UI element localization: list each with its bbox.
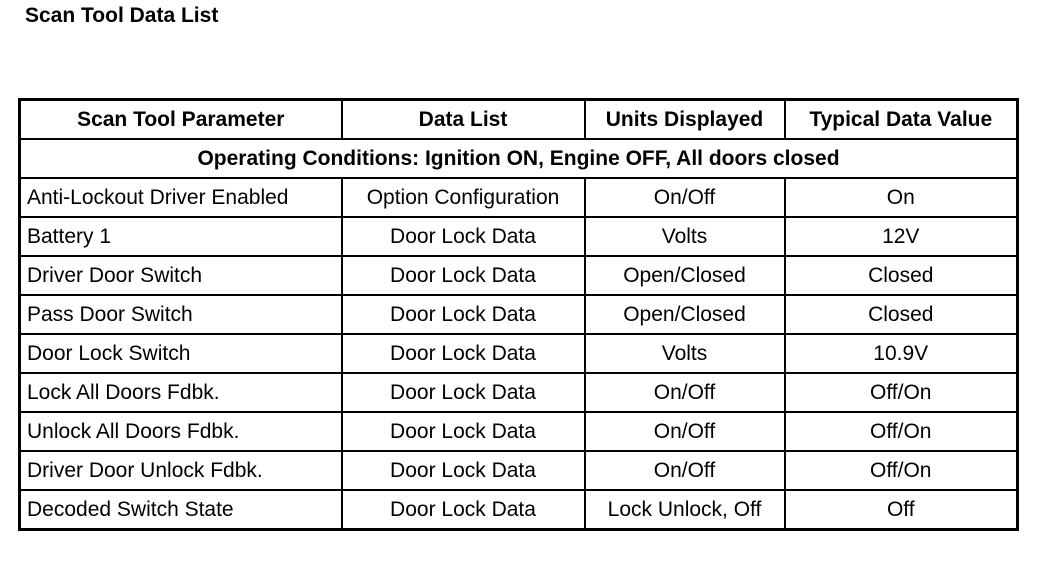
scan-tool-data-table bbox=[18, 98, 1019, 531]
table-row bbox=[20, 178, 1018, 217]
units-cell: Volts bbox=[585, 217, 785, 256]
header-typical-data-value: Typical Data Value bbox=[785, 100, 1018, 140]
data-list-cell: Door Lock Data bbox=[342, 490, 585, 530]
table-row bbox=[20, 490, 1018, 530]
table-row bbox=[20, 412, 1018, 451]
data-list-cell: Door Lock Data bbox=[342, 373, 585, 412]
typical-value-cell: Closed bbox=[785, 256, 1018, 295]
typical-value-cell: Off/On bbox=[785, 373, 1018, 412]
typical-value-cell: On bbox=[785, 178, 1018, 217]
table-row bbox=[20, 334, 1018, 373]
data-list-cell: Option Configuration bbox=[342, 178, 585, 217]
operating-conditions: Operating Conditions: Ignition ON, Engine OFF, All doors closed bbox=[20, 139, 1018, 178]
typical-value-cell: Off/On bbox=[785, 412, 1018, 451]
data-list-cell: Door Lock Data bbox=[342, 334, 585, 373]
data-list-cell: Door Lock Data bbox=[342, 451, 585, 490]
header-scan-tool-parameter: Scan Tool Parameter bbox=[20, 100, 342, 140]
table-row bbox=[20, 373, 1018, 412]
parameter-cell: Door Lock Switch bbox=[20, 334, 342, 373]
parameter-cell: Decoded Switch State bbox=[20, 490, 342, 530]
data-list-cell: Door Lock Data bbox=[342, 412, 585, 451]
table-header-row bbox=[20, 100, 1018, 140]
parameter-cell: Lock All Doors Fdbk. bbox=[20, 373, 342, 412]
data-list-cell: Door Lock Data bbox=[342, 295, 585, 334]
units-cell: On/Off bbox=[585, 178, 785, 217]
data-list-cell: Door Lock Data bbox=[342, 217, 585, 256]
units-cell: Lock Unlock, Off bbox=[585, 490, 785, 530]
typical-value-cell: Off/On bbox=[785, 451, 1018, 490]
units-cell: Volts bbox=[585, 334, 785, 373]
parameter-cell: Battery 1 bbox=[20, 217, 342, 256]
typical-value-cell: Closed bbox=[785, 295, 1018, 334]
parameter-cell: Unlock All Doors Fdbk. bbox=[20, 412, 342, 451]
units-cell: On/Off bbox=[585, 451, 785, 490]
parameter-cell: Driver Door Unlock Fdbk. bbox=[20, 451, 342, 490]
typical-value-cell: 12V bbox=[785, 217, 1018, 256]
typical-value-cell: 10.9V bbox=[785, 334, 1018, 373]
table-row bbox=[20, 217, 1018, 256]
data-list-cell: Door Lock Data bbox=[342, 256, 585, 295]
header-data-list: Data List bbox=[342, 100, 585, 140]
table-row bbox=[20, 295, 1018, 334]
units-cell: On/Off bbox=[585, 412, 785, 451]
parameter-cell: Anti-Lockout Driver Enabled bbox=[20, 178, 342, 217]
units-cell: On/Off bbox=[585, 373, 785, 412]
typical-value-cell: Off bbox=[785, 490, 1018, 530]
parameter-cell: Pass Door Switch bbox=[20, 295, 342, 334]
units-cell: Open/Closed bbox=[585, 295, 785, 334]
parameter-cell: Driver Door Switch bbox=[20, 256, 342, 295]
table-row bbox=[20, 451, 1018, 490]
page-title: Scan Tool Data List bbox=[25, 4, 219, 27]
section-row bbox=[20, 139, 1018, 178]
units-cell: Open/Closed bbox=[585, 256, 785, 295]
table-row bbox=[20, 256, 1018, 295]
header-units-displayed: Units Displayed bbox=[585, 100, 785, 140]
